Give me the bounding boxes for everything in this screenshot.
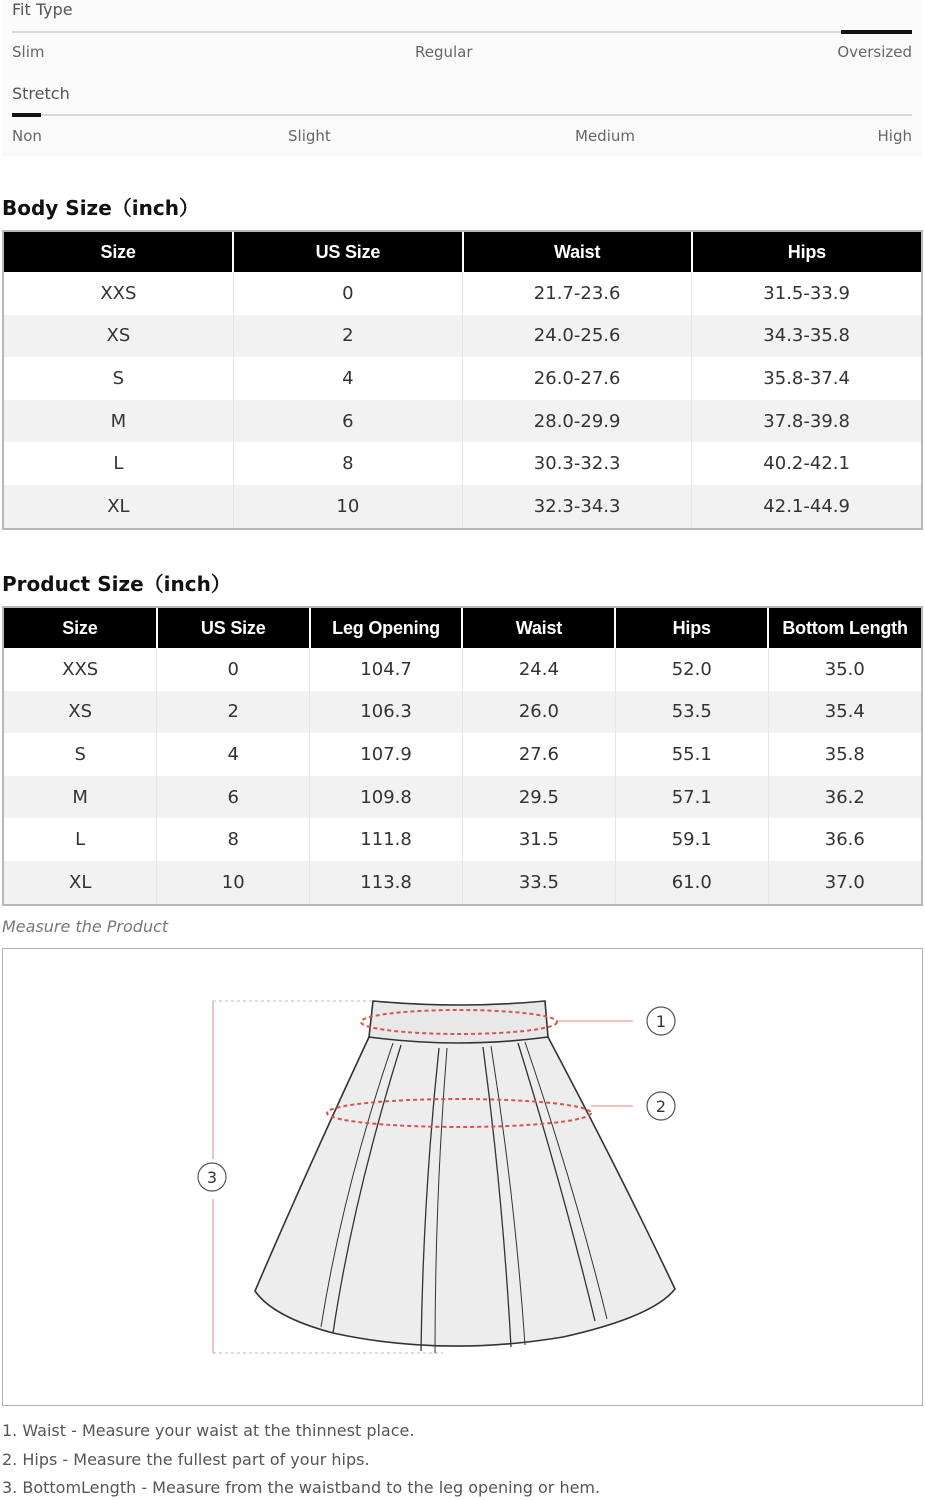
table-cell: 31.5-33.9 [692, 272, 921, 315]
header-waist: Waist [462, 608, 615, 648]
header-hips: Hips [692, 232, 921, 272]
note-hips: 2. Hips - Measure the fullest part of your hips. [2, 1449, 370, 1469]
table-cell: 52.0 [615, 648, 768, 691]
header-leg-opening: Leg Opening [310, 608, 463, 648]
fit-label-slim: Slim [12, 43, 45, 61]
header-size: Size [4, 232, 233, 272]
table-row [4, 442, 921, 485]
table-cell: 8 [157, 818, 310, 861]
table-cell: 28.0-29.9 [463, 400, 692, 443]
stretch-indicator [12, 113, 41, 117]
fit-label-oversized: Oversized [837, 43, 912, 61]
note-waist: 1. Waist - Measure your waist at the thinnest place. [2, 1421, 415, 1440]
table-cell: M [4, 400, 233, 443]
table-row [4, 315, 921, 358]
table-row [4, 818, 921, 861]
table-cell: 24.4 [462, 648, 615, 691]
callout-1-number: 1 [655, 1012, 667, 1031]
header-waist: Waist [463, 232, 692, 272]
stretch-label-high: High [877, 127, 912, 145]
note-bottom-length: 3. BottomLength - Measure from the waistband to the leg opening or hem. [2, 1478, 601, 1497]
body-size-header-row [4, 232, 921, 272]
table-cell: 40.2-42.1 [692, 442, 921, 485]
table-cell: 10 [157, 861, 310, 904]
table-cell: 36.6 [768, 818, 921, 861]
table-cell: L [4, 442, 233, 485]
body-size-title: Body Size（inch） [2, 196, 199, 220]
table-cell: 26.0 [462, 691, 615, 734]
table-cell: 42.1-44.9 [692, 485, 921, 528]
table-cell: 104.7 [310, 648, 463, 691]
table-cell: 36.2 [768, 776, 921, 819]
table-cell: 35.0 [768, 648, 921, 691]
product-size-title: Product Size（inch） [2, 572, 231, 596]
table-cell: 6 [233, 400, 462, 443]
table-cell: 35.8 [768, 733, 921, 776]
table-cell: XXS [4, 272, 233, 315]
callout-3-number: 3 [206, 1168, 218, 1187]
table-cell: 35.4 [768, 691, 921, 734]
table-cell: 57.1 [615, 776, 768, 819]
table-row [4, 272, 921, 315]
table-cell: 113.8 [310, 861, 463, 904]
header-us-size: US Size [233, 232, 462, 272]
stretch-label-slight: Slight [288, 127, 331, 145]
table-cell: M [4, 776, 157, 819]
table-cell: XS [4, 315, 233, 358]
product-size-header-row [4, 608, 921, 648]
header-bottom-length: Bottom Length [768, 608, 921, 648]
table-cell: 6 [157, 776, 310, 819]
table-cell: 2 [157, 691, 310, 734]
table-cell: 0 [233, 272, 462, 315]
fit-label-regular: Regular [415, 43, 473, 61]
stretch-track [12, 114, 912, 116]
table-cell: 55.1 [615, 733, 768, 776]
table-cell: 33.5 [462, 861, 615, 904]
table-cell: 4 [233, 357, 462, 400]
table-row [4, 776, 921, 819]
table-cell: XXS [4, 648, 157, 691]
table-cell: 21.7-23.6 [463, 272, 692, 315]
table-cell: 34.3-35.8 [692, 315, 921, 358]
table-cell: 2 [233, 315, 462, 358]
table-cell: 24.0-25.6 [463, 315, 692, 358]
table-cell: S [4, 733, 157, 776]
table-cell: 32.3-34.3 [463, 485, 692, 528]
table-cell: 111.8 [310, 818, 463, 861]
measure-caption: Measure the Product [2, 917, 169, 936]
callout-3 [198, 1163, 226, 1191]
skirt-illustration [3, 949, 921, 1404]
table-row [4, 733, 921, 776]
table-cell: 61.0 [615, 861, 768, 904]
stretch-label-non: Non [12, 127, 42, 145]
table-row [4, 691, 921, 734]
table-cell: 29.5 [462, 776, 615, 819]
table-cell: 107.9 [310, 733, 463, 776]
table-cell: XL [4, 485, 233, 528]
table-cell: 8 [233, 442, 462, 485]
table-cell: 26.0-27.6 [463, 357, 692, 400]
table-cell: 109.8 [310, 776, 463, 819]
table-cell: 31.5 [462, 818, 615, 861]
callout-1 [647, 1007, 675, 1035]
table-cell: 37.8-39.8 [692, 400, 921, 443]
table-cell: 4 [157, 733, 310, 776]
product-size-table [2, 606, 923, 906]
stretch-title: Stretch [12, 84, 70, 103]
table-row [4, 648, 921, 691]
table-cell: XS [4, 691, 157, 734]
measure-diagram [2, 948, 923, 1406]
table-cell: L [4, 818, 157, 861]
header-hips: Hips [615, 608, 768, 648]
measure-notes [2, 1420, 600, 1500]
table-cell: 35.8-37.4 [692, 357, 921, 400]
fit-type-labels [12, 43, 912, 63]
fit-type-title: Fit Type [12, 0, 73, 19]
table-cell: 10 [233, 485, 462, 528]
table-row [4, 357, 921, 400]
table-cell: 106.3 [310, 691, 463, 734]
table-cell: S [4, 357, 233, 400]
callout-2 [647, 1092, 675, 1120]
table-cell: 0 [157, 648, 310, 691]
stretch-labels [12, 127, 912, 147]
table-row [4, 861, 921, 904]
header-us-size: US Size [157, 608, 310, 648]
body-size-table [2, 230, 923, 530]
skirt-body [255, 1037, 675, 1346]
fit-type-track [12, 31, 912, 33]
fit-stretch-panel [2, 0, 922, 156]
table-cell: 30.3-32.3 [463, 442, 692, 485]
skirt-waistband [369, 1001, 548, 1043]
table-cell: 59.1 [615, 818, 768, 861]
table-cell: 37.0 [768, 861, 921, 904]
table-cell: XL [4, 861, 157, 904]
table-cell: 27.6 [462, 733, 615, 776]
fit-type-indicator [841, 30, 912, 34]
callout-2-number: 2 [655, 1097, 667, 1116]
table-row [4, 400, 921, 443]
table-cell: 53.5 [615, 691, 768, 734]
header-size: Size [4, 608, 157, 648]
table-row [4, 485, 921, 528]
stretch-label-medium: Medium [575, 127, 635, 145]
